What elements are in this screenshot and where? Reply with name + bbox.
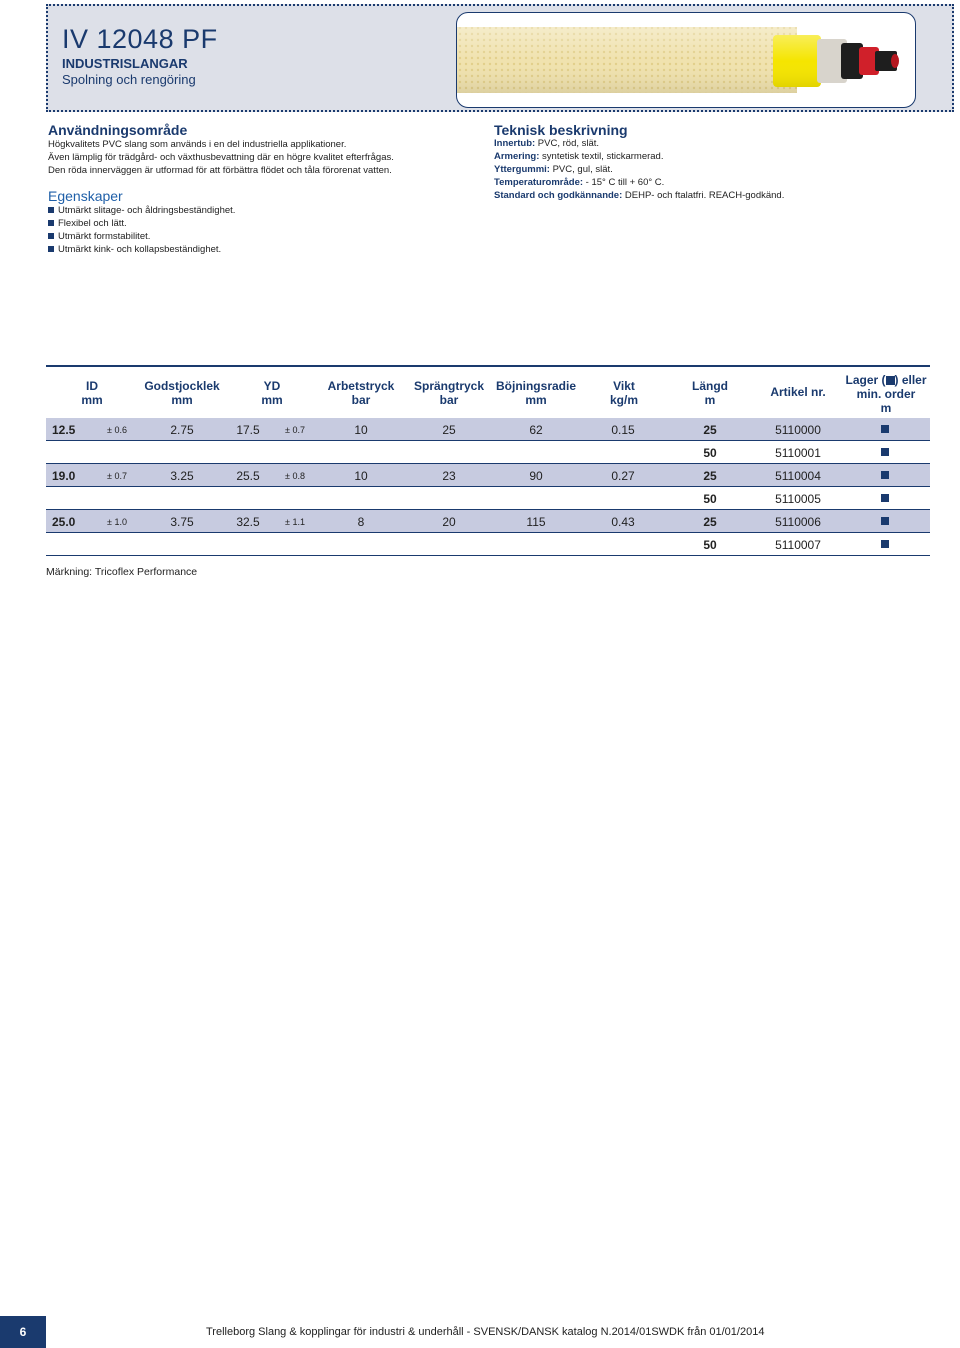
cell-burst: 25	[442, 423, 456, 437]
row-divider	[46, 555, 930, 556]
technical-row: Armering: syntetisk textil, stickarmerad.	[494, 151, 664, 162]
col-header-id: ID mm	[81, 379, 103, 407]
properties-item: Flexibel och lätt.	[48, 218, 127, 229]
product-category: INDUSTRISLANGAR	[62, 56, 188, 71]
bullet-square-icon	[48, 207, 54, 213]
technical-row: Temperaturområde: - 15° C till + 60° C.	[494, 177, 665, 188]
stock-square-icon	[881, 540, 889, 548]
cell-burst: 23	[442, 469, 456, 483]
cell-length: 25	[703, 423, 717, 437]
stock-square-icon	[881, 448, 889, 456]
col-header-burst-pressure: Sprängtryck bar	[413, 379, 485, 407]
cell-od-tol: ± 0.8	[285, 471, 305, 481]
cell-article: 5110000	[775, 423, 821, 437]
footer-text: Trelleborg Slang & kopplingar för industri & underhåll - SVENSK/DANSK katalog N.2014/01SWDK från 01/01/2014	[206, 1326, 765, 1338]
col-header-bend-radius: Böjningsradie mm	[495, 379, 576, 407]
cell-length: 25	[703, 515, 717, 529]
bullet-square-icon	[48, 233, 54, 239]
usage-line: Högkvalitets PVC slang som används i en del industriella applikationer.	[48, 139, 347, 150]
stock-square-icon	[886, 376, 895, 385]
cell-od: 17.5	[236, 423, 260, 437]
table-top-rule	[46, 365, 930, 367]
cell-bend: 62	[529, 423, 543, 437]
cell-weight: 0.27	[611, 469, 635, 483]
stock-square-icon	[881, 494, 889, 502]
stock-square-icon	[881, 471, 889, 479]
cell-od-tol: ± 0.7	[285, 425, 305, 435]
cell-bend: 115	[526, 515, 546, 529]
technical-row: Innertub: PVC, röd, slät.	[494, 138, 600, 149]
table-row	[46, 510, 930, 533]
properties-item: Utmärkt kink- och kollapsbeständighet.	[48, 244, 221, 255]
cell-article: 5110004	[775, 469, 821, 483]
cell-length: 50	[703, 538, 717, 552]
stock-square-icon	[881, 517, 889, 525]
cell-weight: 0.43	[611, 515, 635, 529]
cell-article: 5110007	[775, 538, 821, 552]
table-row	[46, 487, 930, 510]
table-row	[46, 418, 930, 441]
table-row	[46, 441, 930, 464]
cell-work: 8	[357, 515, 365, 529]
cell-id-tol: ± 1.0	[107, 517, 127, 527]
properties-item: Utmärkt slitage- och åldringsbeständighet.	[48, 205, 235, 216]
page-number: 6	[0, 1316, 46, 1348]
header-box	[46, 4, 954, 112]
cell-wall: 3.75	[170, 515, 194, 529]
cell-id-tol: ± 0.7	[107, 471, 127, 481]
cell-od: 25.5	[236, 469, 260, 483]
technical-title: Teknisk beskrivning	[494, 122, 628, 138]
cell-od: 32.5	[236, 515, 260, 529]
properties-item: Utmärkt formstabilitet.	[48, 231, 150, 242]
cell-work: 10	[354, 469, 368, 483]
cell-article: 5110005	[775, 492, 821, 506]
cell-article: 5110006	[775, 515, 821, 529]
cell-length: 25	[703, 469, 717, 483]
technical-row: Standard och godkännande: DEHP- och ftalatfri. REACH-godkänd.	[494, 190, 785, 201]
hose-image-frame	[456, 12, 916, 108]
cell-length: 50	[703, 492, 717, 506]
cell-article: 5110001	[775, 446, 821, 460]
cell-od-tol: ± 1.1	[285, 517, 305, 527]
product-title: IV 12048 PF	[62, 24, 218, 54]
cell-bend: 90	[529, 469, 543, 483]
cell-wall: 2.75	[170, 423, 194, 437]
col-header-length: Längd m	[692, 379, 728, 407]
cell-wall: 3.25	[170, 469, 194, 483]
col-header-working-pressure: Arbetstryck bar	[327, 379, 395, 407]
hose-image	[457, 13, 915, 107]
table-row	[46, 533, 930, 556]
marking-text: Märkning: Tricoflex Performance	[46, 566, 198, 578]
technical-row: Yttergummi: PVC, gul, slät.	[494, 164, 613, 175]
usage-title: Användningsområde	[48, 122, 188, 138]
stock-square-icon	[881, 425, 889, 433]
usage-line: Även lämplig för trädgård- och växthusbevattning där en högre kvalitet efterfrågas.	[48, 152, 394, 163]
col-header-stock: Lager ( ) eller min. order m	[845, 373, 927, 415]
product-subcategory: Spolning och rengöring	[62, 72, 196, 87]
cell-id-tol: ± 0.6	[107, 425, 127, 435]
col-header-od: YD mm	[261, 379, 283, 407]
table-row	[46, 464, 930, 487]
cell-id: 25.0	[52, 515, 76, 529]
cell-length: 50	[703, 446, 717, 460]
properties-title: Egenskaper	[48, 188, 123, 204]
cell-id: 19.0	[52, 469, 76, 483]
col-header-weight: Vikt kg/m	[609, 379, 638, 407]
cell-burst: 20	[442, 515, 456, 529]
cell-weight: 0.15	[611, 423, 635, 437]
cell-id: 12.5	[52, 423, 76, 437]
bullet-square-icon	[48, 220, 54, 226]
col-header-article: Artikel nr.	[770, 385, 826, 399]
usage-line: Den röda innerväggen är utformad för att förbättra flödet och tåla förorenat vatten.	[48, 165, 392, 176]
col-header-wall: Godstjocklek mm	[144, 379, 220, 407]
cell-work: 10	[354, 423, 368, 437]
bullet-square-icon	[48, 246, 54, 252]
